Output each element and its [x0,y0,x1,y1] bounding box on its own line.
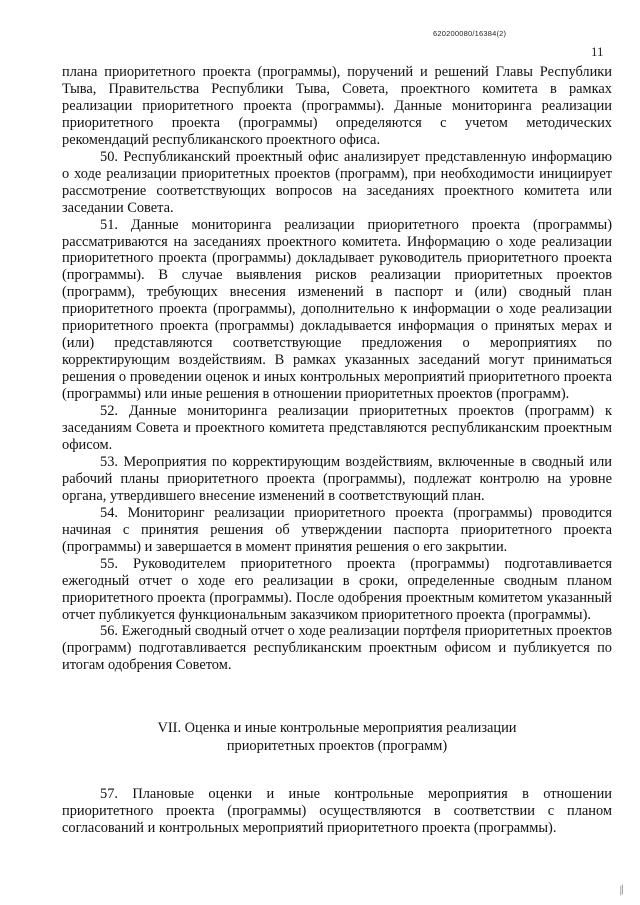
paragraph-49-continued: плана приоритетного проекта (программы), поручений и решений Главы Республики Тыва, Правительства Республики Тыва, Совета, проектного комитета в рамках реализации приоритетного проекта (программы). Данные мониторинга реализации приоритетного проекта (программы) определяются с учетом методических рекомендаций республиканского проектного офиса. [62,64,612,148]
section-heading-line-2: приоритетных проектов (программ) [226,737,448,754]
page-number: 11 [591,44,604,59]
section-heading [62,720,612,755]
paragraph-54: 54. Мониторинг реализации приоритетного проекта (программы) проводится начиная с принятия решения об утверждении паспорта приоритетного проекта (программы) и завершается в момент принятия решения о его закрытии. [62,504,612,555]
paragraph-53: 53. Мероприятия по корректирующим воздействиям, включенные в сводный или рабочий планы приоритетного проекта (программы), подлежат контролю на уровне органа, утвердившего внесение изменений в соответствующий план. [62,453,612,504]
document-code: 620200080/16384(2) [433,29,507,38]
document-body [62,64,612,837]
paragraph-52: 52. Данные мониторинга реализации приоритетных проектов (программ) к заседаниям Совета и проектного комитета представляются республиканским проектным офисом. [62,403,612,453]
paragraph-57: 57. Плановые оценки и иные контрольные мероприятия в отношении приоритетного проекта (программы) осуществляются в соответствии с планом согласований и контрольных мероприятий приоритетного проекта (программы). [62,786,612,837]
paragraph-55: 55. Руководителем приоритетного проекта (программы) подготавливается ежегодный отчет о ходе его реализации в сроки, определенные сводным планом приоритетного проекта (программы). После одобрения проектным комитетом указанный отчет публикуется функциональным заказчиком приоритетного проекта (программы). [62,555,612,623]
corner-handwritten-mark: ⁄⁄ [616,883,627,898]
section-heading-line-1: VII. Оценка и иные контрольные мероприятия реализации [157,720,517,737]
paragraph-50: 50. Республиканский проектный офис анализирует представленную информацию о ходе реализации приоритетных проектов (программ), при необходимости инициирует рассмотрение соответствующих вопросов на заседаниях проектного комитета или заседании Совета. [62,148,612,216]
paragraph-51: 51. Данные мониторинга реализации приоритетного проекта (программы) рассматриваются на заседаниях проектного комитета. Информацию о ходе реализации приоритетного проекта (программы) докладывает руководитель приоритетного проекта (программы). В случае выявления рисков реализации приоритетных проектов (программ), требующих внесения изменений в паспорт и (или) сводный план приоритетного проекта (программы), дополнительно к информации о ходе реализации приоритетного проекта (программы) докладывается информация о принятых мерах и (или) представляются соответствующие предложения о мероприятиях по корректирующим воздействиям. В рамках указанных заседаний могут приниматься решения о проведении оценок и иных контрольных мероприятий приоритетного проекта (программы) или иные решения в отношении приоритетных проектов (программ). [62,216,612,403]
paragraph-56: 56. Ежегодный сводный отчет о ходе реализации портфеля приоритетных проектов (программ) подготавливается республиканским проектным офисом и публикуется по итогам одобрения Советом. [62,623,612,674]
